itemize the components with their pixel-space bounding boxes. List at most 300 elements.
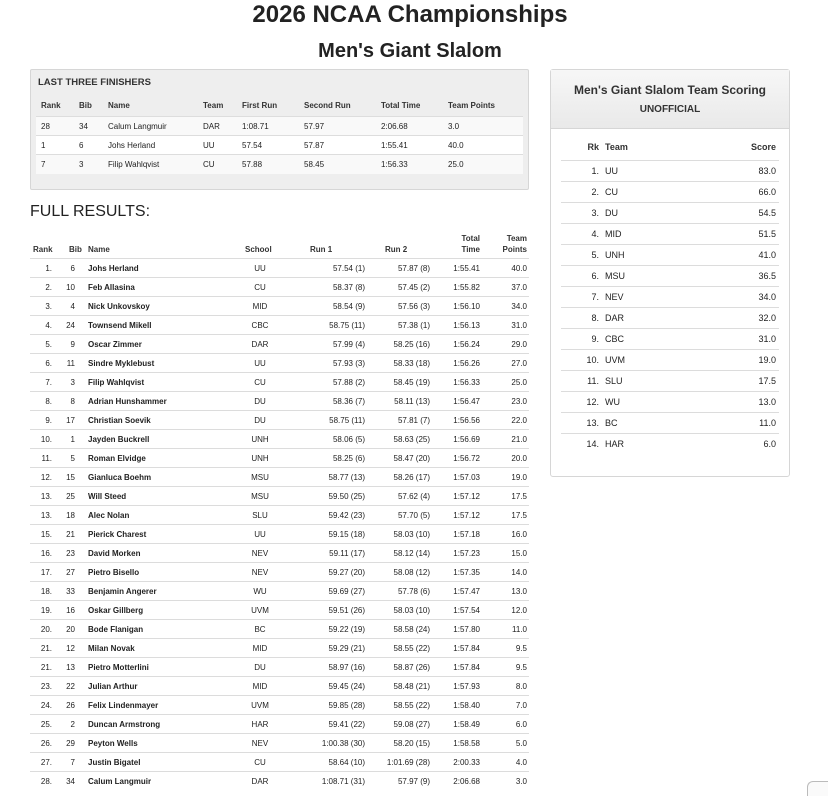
name-cell: Julian Arthur (88, 682, 138, 691)
lt-cell: 3.0 (448, 122, 460, 131)
team-name-cell: UU (605, 166, 618, 176)
run1-cell: 59.27 (20) (328, 568, 365, 577)
team-score-row (561, 286, 779, 307)
table-row (30, 771, 529, 790)
bib-cell: 13 (66, 663, 75, 672)
total-cell: 1:57.12 (453, 492, 480, 501)
col-total-header-top: Total (461, 234, 480, 243)
total-cell: 1:56.24 (453, 340, 480, 349)
run2-cell: 1:01.69 (28) (386, 758, 430, 767)
points-cell: 27.0 (511, 359, 527, 368)
total-cell: 1:56.69 (453, 435, 480, 444)
run1-cell: 57.88 (2) (332, 378, 365, 387)
school-cell: UU (254, 264, 266, 273)
team-score-cell: 83.0 (758, 166, 776, 176)
total-cell: 1:56.26 (453, 359, 480, 368)
run2-cell: 58.47 (20) (393, 454, 430, 463)
rank-cell: 12. (40, 473, 52, 482)
run1-cell: 1:00.38 (30) (321, 739, 365, 748)
lt-cell: Filip Wahlqvist (108, 160, 160, 169)
school-cell: MSU (251, 492, 269, 501)
lt-cell: Johs Herland (108, 141, 156, 150)
team-rank-cell: 3. (591, 208, 599, 218)
total-cell: 1:56.33 (453, 378, 480, 387)
rank-cell: 11. (41, 454, 52, 463)
team-score-cell: 11.0 (759, 418, 776, 428)
bib-cell: 18 (66, 511, 75, 520)
lt-cell: 57.88 (242, 160, 263, 169)
school-cell: MID (252, 644, 268, 653)
run2-cell: 57.38 (1) (397, 321, 430, 330)
name-cell: Townsend Mikell (88, 321, 152, 330)
bib-cell: 17 (66, 416, 75, 425)
lt-cell: UU (203, 141, 215, 150)
bib-cell: 3 (70, 378, 75, 387)
name-cell: Johs Herland (88, 264, 139, 273)
rank-cell: 21. (40, 644, 52, 653)
team-rank-cell: 1. (591, 166, 599, 176)
table-row (30, 676, 529, 695)
points-cell: 23.0 (511, 397, 527, 406)
run2-cell: 58.87 (26) (393, 663, 430, 672)
school-cell: BC (254, 625, 266, 634)
table-row (30, 505, 529, 524)
bib-cell: 33 (66, 587, 75, 596)
school-cell: NEV (251, 739, 269, 748)
school-cell: MID (252, 682, 268, 691)
run2-cell: 58.03 (10) (393, 530, 430, 539)
points-cell: 19.0 (511, 473, 527, 482)
team-name-cell: BC (605, 418, 618, 428)
lt-cell: 28 (41, 122, 50, 131)
total-cell: 1:57.35 (453, 568, 480, 577)
run1-cell: 59.29 (21) (328, 644, 365, 653)
lt-cell: 40.0 (448, 141, 464, 150)
school-cell: UNH (251, 435, 269, 444)
lt-header-cell: First Run (242, 101, 278, 110)
total-cell: 1:57.23 (453, 549, 480, 558)
run2-cell: 57.78 (6) (397, 587, 430, 596)
team-scoring-panel (550, 69, 790, 477)
rank-cell: 18. (40, 587, 52, 596)
run2-cell: 58.48 (21) (393, 682, 430, 691)
lt-cell: 1 (41, 141, 46, 150)
table-row (30, 372, 529, 391)
team-score-row (561, 223, 779, 244)
team-rank-cell: 8. (591, 313, 599, 323)
points-cell: 15.0 (511, 549, 527, 558)
table-row (30, 353, 529, 372)
rank-cell: 15. (40, 530, 52, 539)
team-score-cell: 17.5 (758, 376, 776, 386)
name-cell: Pietro Motterlini (88, 663, 149, 672)
school-cell: UVM (251, 701, 269, 710)
team-scoring-header (551, 70, 789, 129)
last-finishers-panel (30, 69, 529, 190)
col-points-header-bottom: Points (502, 245, 527, 254)
rank-cell: 21. (40, 663, 52, 672)
run1-cell: 58.54 (9) (332, 302, 365, 311)
team-rank-cell: 14. (586, 439, 599, 449)
lt-cell: 25.0 (448, 160, 464, 169)
run1-cell: 58.75 (11) (329, 416, 365, 425)
col-school-header: School (245, 245, 272, 254)
total-cell: 1:57.18 (453, 530, 480, 539)
team-rank-cell: 6. (591, 271, 599, 281)
table-row (30, 600, 529, 619)
total-cell: 1:57.54 (453, 606, 480, 615)
points-cell: 11.0 (512, 625, 527, 634)
team-score-row (561, 433, 779, 454)
team-name-cell: HAR (605, 439, 625, 449)
run1-cell: 58.77 (13) (328, 473, 365, 482)
points-cell: 9.5 (515, 644, 527, 653)
team-score-cell: 13.0 (758, 397, 776, 407)
run2-cell: 58.55 (22) (393, 701, 430, 710)
run2-cell: 57.97 (9) (397, 777, 430, 786)
name-cell: Benjamin Angerer (88, 587, 157, 596)
total-cell: 1:58.40 (453, 701, 480, 710)
run2-cell: 58.12 (14) (393, 549, 430, 558)
team-name-cell: CU (605, 187, 618, 197)
rank-cell: 6. (45, 359, 52, 368)
team-scoring-header-row (561, 142, 779, 158)
total-cell: 1:57.84 (453, 663, 480, 672)
points-cell: 17.5 (511, 511, 527, 520)
points-cell: 6.0 (515, 720, 527, 729)
total-cell: 1:57.12 (453, 511, 480, 520)
bib-cell: 11 (66, 359, 75, 368)
table-row (30, 752, 529, 771)
col-run2-header: Run 2 (385, 245, 408, 254)
table-row (30, 562, 529, 581)
total-cell: 1:56.47 (453, 397, 480, 406)
lt-cell: Calum Langmuir (108, 122, 167, 131)
school-cell: NEV (251, 568, 269, 577)
total-cell: 1:55.41 (453, 264, 480, 273)
table-row (30, 429, 529, 448)
total-cell: 1:57.93 (453, 682, 480, 691)
run1-cell: 58.25 (6) (332, 454, 365, 463)
bib-cell: 1 (70, 435, 75, 444)
name-cell: Felix Lindenmayer (88, 701, 159, 710)
rank-cell: 13. (40, 492, 52, 501)
table-row (30, 467, 529, 486)
table-row (30, 258, 529, 277)
name-cell: Roman Elvidge (88, 454, 146, 463)
team-rank-cell: 5. (591, 250, 599, 260)
points-cell: 3.0 (515, 777, 527, 786)
team-score-cell: 66.0 (758, 187, 776, 197)
last-finisher-row (36, 154, 523, 174)
team-score-row (561, 370, 779, 391)
points-cell: 5.0 (515, 739, 527, 748)
run2-cell: 58.58 (24) (393, 625, 430, 634)
run1-cell: 59.69 (27) (328, 587, 365, 596)
total-cell: 1:56.13 (453, 321, 480, 330)
name-cell: Feb Allasina (88, 283, 135, 292)
name-cell: Gianluca Boehm (88, 473, 152, 482)
points-cell: 20.0 (511, 454, 527, 463)
last-finisher-row (36, 135, 523, 155)
run2-cell: 57.62 (4) (397, 492, 430, 501)
rank-cell: 3. (45, 302, 52, 311)
bib-cell: 16 (66, 606, 75, 615)
school-cell: MSU (251, 473, 269, 482)
rank-cell: 5. (45, 340, 52, 349)
run2-cell: 59.08 (27) (393, 720, 430, 729)
team-score-row (561, 412, 779, 433)
team-rank-cell: 7. (591, 292, 599, 302)
lt-header-cell: Bib (79, 101, 92, 110)
name-cell: Oskar Gillberg (88, 606, 144, 615)
run1-cell: 59.85 (28) (328, 701, 365, 710)
run2-cell: 57.56 (3) (397, 302, 430, 311)
bib-cell: 20 (66, 625, 75, 634)
rank-cell: 19. (40, 606, 52, 615)
rank-cell: 20. (40, 625, 52, 634)
team-name-cell: NEV (605, 292, 624, 302)
name-cell: Oscar Zimmer (88, 340, 142, 349)
lt-header-cell: Second Run (304, 101, 351, 110)
team-score-row (561, 181, 779, 202)
rank-cell: 13. (40, 511, 52, 520)
bib-cell: 24 (66, 321, 75, 330)
name-cell: Will Steed (88, 492, 127, 501)
run2-cell: 58.25 (16) (393, 340, 430, 349)
lt-cell: 3 (79, 160, 84, 169)
school-cell: DU (254, 416, 266, 425)
bib-cell: 34 (66, 777, 75, 786)
lt-cell: 58.45 (304, 160, 325, 169)
lt-header-cell: Team (203, 101, 224, 110)
team-score-row (561, 349, 779, 370)
results-header-row (30, 229, 529, 256)
bib-cell: 5 (70, 454, 75, 463)
table-row (30, 543, 529, 562)
run1-cell: 59.22 (19) (328, 625, 365, 634)
bib-cell: 23 (66, 549, 75, 558)
bib-cell: 21 (66, 530, 75, 539)
bib-cell: 8 (70, 397, 75, 406)
rank-cell: 28. (40, 777, 52, 786)
school-cell: HAR (251, 720, 269, 729)
run2-cell: 57.45 (2) (397, 283, 430, 292)
team-scoring-status: UNOFFICIAL (639, 104, 701, 115)
total-cell: 1:57.80 (453, 625, 480, 634)
team-score-cell: 54.5 (758, 208, 776, 218)
lt-cell: 57.54 (242, 141, 263, 150)
team-score-row (561, 307, 779, 328)
name-cell: Adrian Hunshammer (88, 397, 167, 406)
lt-header-cell: Name (108, 101, 130, 110)
run1-cell: 59.51 (26) (328, 606, 365, 615)
rank-cell: 2. (45, 283, 52, 292)
rank-cell: 10. (40, 435, 52, 444)
lt-cell: 57.87 (304, 141, 325, 150)
table-row (30, 638, 529, 657)
bib-cell: 15 (66, 473, 75, 482)
school-cell: CU (254, 283, 266, 292)
points-cell: 34.0 (511, 302, 527, 311)
name-cell: Nick Unkovskoy (88, 302, 150, 311)
rank-cell: 17. (40, 568, 52, 577)
run1-cell: 58.36 (7) (332, 397, 365, 406)
table-row (30, 486, 529, 505)
points-cell: 25.0 (511, 378, 527, 387)
points-cell: 12.0 (511, 606, 527, 615)
lt-cell: 1:55.41 (381, 141, 408, 150)
team-name-cell: CBC (605, 334, 625, 344)
lt-cell: 7 (41, 160, 46, 169)
rank-cell: 4. (45, 321, 52, 330)
team-score-cell: 6.0 (763, 439, 776, 449)
name-cell: Christian Soevik (88, 416, 151, 425)
school-cell: WU (253, 587, 267, 596)
rank-cell: 1. (45, 264, 52, 273)
name-cell: Filip Wahlqvist (88, 378, 145, 387)
table-row (30, 448, 529, 467)
rank-cell: 16. (40, 549, 52, 558)
run1-cell: 58.06 (5) (332, 435, 365, 444)
col-run1-header: Run 1 (310, 245, 333, 254)
lt-header-cell: Rank (41, 101, 61, 110)
run2-cell: 58.11 (13) (394, 397, 430, 406)
lt-cell: 2:06.68 (381, 122, 408, 131)
name-cell: Pietro Bisello (88, 568, 140, 577)
team-score-cell: 34.0 (758, 292, 776, 302)
points-cell: 16.0 (511, 530, 527, 539)
points-cell: 14.0 (511, 568, 527, 577)
team-name-cell: UVM (605, 355, 625, 365)
run2-cell: 58.26 (17) (393, 473, 430, 482)
lt-cell: 6 (79, 141, 84, 150)
rank-cell: 26. (40, 739, 52, 748)
name-cell: Duncan Armstrong (88, 720, 161, 729)
rank-cell: 23. (40, 682, 52, 691)
bib-cell: 12 (66, 644, 75, 653)
total-cell: 2:06.68 (453, 777, 480, 786)
lt-cell: 1:56.33 (381, 160, 408, 169)
name-cell: Alec Nolan (88, 511, 130, 520)
points-cell: 40.0 (511, 264, 527, 273)
name-cell: Peyton Wells (88, 739, 138, 748)
total-cell: 1:58.49 (453, 720, 480, 729)
team-name-cell: DAR (605, 313, 625, 323)
table-row (30, 296, 529, 315)
run2-cell: 58.33 (18) (393, 359, 430, 368)
rank-cell: 27. (40, 758, 52, 767)
points-cell: 21.0 (511, 435, 527, 444)
school-cell: UNH (251, 454, 269, 463)
rank-cell: 8. (45, 397, 52, 406)
run1-cell: 58.37 (8) (332, 283, 365, 292)
table-row (30, 277, 529, 296)
table-row (30, 733, 529, 752)
school-cell: DAR (251, 777, 269, 786)
run2-cell: 58.63 (25) (393, 435, 430, 444)
name-cell: Milan Novak (88, 644, 135, 653)
points-cell: 31.0 (511, 321, 527, 330)
bib-cell: 4 (70, 302, 75, 311)
bib-cell: 6 (70, 264, 75, 273)
name-cell: Jayden Buckrell (88, 435, 150, 444)
col-score-header: Score (750, 142, 776, 152)
total-cell: 1:56.10 (453, 302, 480, 311)
team-name-cell: MSU (605, 271, 625, 281)
school-cell: DU (254, 663, 266, 672)
team-score-row (561, 244, 779, 265)
total-cell: 2:00.33 (453, 758, 480, 767)
team-score-row (561, 202, 779, 223)
team-score-row (561, 265, 779, 286)
team-rank-cell: 4. (591, 229, 599, 239)
school-cell: UU (254, 530, 266, 539)
team-name-cell: UNH (605, 250, 625, 260)
school-cell: DAR (251, 340, 269, 349)
col-bib-header: Bib (69, 245, 82, 254)
total-cell: 1:55.82 (453, 283, 480, 292)
col-name-header: Name (88, 245, 110, 254)
run1-cell: 57.54 (1) (332, 264, 365, 273)
bib-cell: 10 (66, 283, 75, 292)
run2-cell: 57.87 (8) (397, 264, 430, 273)
team-name-cell: DU (605, 208, 618, 218)
points-cell: 17.5 (511, 492, 527, 501)
bib-cell: 25 (66, 492, 75, 501)
team-rank-cell: 13. (586, 418, 599, 428)
lt-header-cell: Total Time (381, 101, 421, 110)
school-cell: UVM (251, 606, 269, 615)
run1-cell: 58.64 (10) (328, 758, 365, 767)
team-score-row (561, 391, 779, 412)
team-name-cell: SLU (605, 376, 623, 386)
table-row (30, 410, 529, 429)
team-score-row (561, 328, 779, 349)
lt-cell: 34 (79, 122, 88, 131)
table-row (30, 391, 529, 410)
lt-cell: DAR (203, 122, 220, 131)
school-cell: DU (254, 397, 266, 406)
total-cell: 1:56.56 (453, 416, 480, 425)
run2-cell: 58.55 (22) (393, 644, 430, 653)
points-cell: 8.0 (515, 682, 527, 691)
lt-cell: CU (203, 160, 215, 169)
total-cell: 1:57.84 (453, 644, 480, 653)
lt-cell: 57.97 (304, 122, 325, 131)
run1-cell: 58.75 (11) (329, 321, 365, 330)
team-score-cell: 36.5 (758, 271, 776, 281)
total-cell: 1:56.72 (453, 454, 480, 463)
team-score-cell: 41.0 (758, 250, 776, 260)
team-score-cell: 19.0 (758, 355, 776, 365)
page-subtitle: Men's Giant Slalom (318, 40, 502, 62)
team-scoring-title: Men's Giant Slalom Team Scoring (573, 83, 766, 97)
page-title: 2026 NCAA Championships (252, 1, 568, 28)
run1-cell: 58.97 (16) (328, 663, 365, 672)
points-cell: 4.0 (515, 758, 527, 767)
corner-tab[interactable] (807, 781, 828, 796)
lt-header-cell: Team Points (448, 101, 495, 110)
bib-cell: 26 (66, 701, 75, 710)
run1-cell: 57.99 (4) (332, 340, 365, 349)
lt-cell: 1:08.71 (242, 122, 269, 131)
name-cell: Sindre Myklebust (88, 359, 155, 368)
run2-cell: 58.08 (12) (393, 568, 430, 577)
run1-cell: 1:08.71 (31) (321, 777, 365, 786)
total-cell: 1:58.58 (453, 739, 480, 748)
school-cell: NEV (251, 549, 269, 558)
